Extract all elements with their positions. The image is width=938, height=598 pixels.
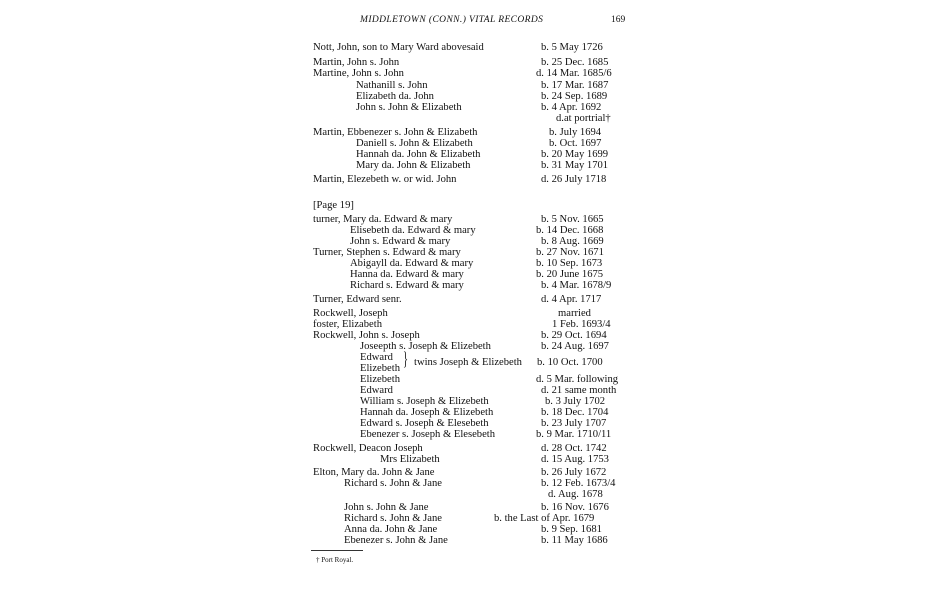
entry-date: d. 15 Aug. 1753 — [541, 454, 609, 465]
entry-date: b. the Last of Apr. 1679 — [494, 513, 595, 524]
entry-date: d. 28 Oct. 1742 — [541, 443, 607, 454]
entry-name: Turner, Stephen s. Edward & mary — [313, 247, 461, 258]
entry-date: b. 27 Nov. 1671 — [536, 247, 604, 258]
entry-date: b. 16 Nov. 1676 — [541, 502, 609, 513]
entry-date: d. 14 Mar. 1685/6 — [536, 68, 612, 79]
entry-name: Edward — [360, 385, 393, 396]
entry-date: b. 18 Dec. 1704 — [541, 407, 609, 418]
entry-date: b. 4 Apr. 1692 — [541, 102, 602, 113]
entry-name: Elton, Mary da. John & Jane — [313, 467, 435, 478]
entry-name: Mary da. John & Elizabeth — [356, 160, 471, 171]
entry-date: b. 20 June 1675 — [536, 269, 604, 280]
entry-date: b. 4 Mar. 1678/9 — [541, 280, 612, 291]
entry-date: b. 3 July 1702 — [545, 396, 606, 407]
page-header-title: MIDDLETOWN (CONN.) VITAL RECORDS — [360, 15, 544, 25]
entry-name: Martin, Ebbenezer s. John & Elizabeth — [313, 127, 478, 138]
entry-date: d. 26 July 1718 — [541, 174, 607, 185]
entry-name: Martin, John s. John — [313, 57, 400, 68]
entry-name: Daniell s. John & Elizabeth — [356, 138, 473, 149]
entry-date: d. 5 Mar. following — [536, 374, 619, 385]
entry-date: b. 9 Sep. 1681 — [541, 524, 602, 535]
entry-name: Anna da. John & Jane — [344, 524, 438, 535]
entry-date: b. 11 May 1686 — [541, 535, 608, 546]
entry-name: Richard s. John & Jane — [344, 478, 442, 489]
entry-name: Nathanill s. John — [356, 80, 428, 91]
entry-date: b. 9 Mar. 1710/11 — [536, 429, 612, 440]
entry-date: b. 10 Oct. 1700 — [537, 357, 603, 368]
entry-name: Abigayll da. Edward & mary — [350, 258, 474, 269]
entry-date: b. 24 Aug. 1697 — [541, 341, 609, 352]
entry-date: d. 21 same month — [541, 385, 617, 396]
entry-name: Edward s. Joseph & Elesebeth — [360, 418, 489, 429]
entry-name: foster, Elizabeth — [313, 319, 382, 330]
footnote: † Port Royal. — [316, 556, 354, 564]
entry-date: b. 5 Nov. 1665 — [541, 214, 604, 225]
entry-name: John s. John & Elizabeth — [356, 102, 462, 113]
entry-date: d. Aug. 1678 — [548, 489, 603, 500]
entry-name: Martin, Elezebeth w. or wid. John — [313, 174, 457, 185]
page-number: 169 — [611, 15, 626, 25]
entry-name: John s. John & Jane — [344, 502, 429, 513]
entry-name: Joseepth s. Joseph & Elizebeth — [360, 341, 491, 352]
entry-date: b. 24 Sep. 1689 — [541, 91, 608, 102]
entry-date: b. 10 Sep. 1673 — [536, 258, 603, 269]
entry-date: b. 20 May 1699 — [541, 149, 609, 160]
entry-name: Ebenezer s. Joseph & Elesebeth — [360, 429, 496, 440]
entry-name: Martine, John s. John — [313, 68, 404, 79]
entry-date: b. 26 July 1672 — [541, 467, 607, 478]
entry-name: Richard s. John & Jane — [344, 513, 442, 524]
entry-name: Mrs Elizabeth — [380, 454, 440, 465]
entry-date: b. Oct. 1697 — [549, 138, 602, 149]
entry-date: b. 14 Dec. 1668 — [536, 225, 604, 236]
entry-date: b. 12 Feb. 1673/4 — [541, 478, 616, 489]
entry-date: b. 23 July 1707 — [541, 418, 607, 429]
entry-date: b. 29 Oct. 1694 — [541, 330, 607, 341]
entry-name: Rockwell, Joseph — [313, 308, 388, 319]
entry-date: b. 5 May 1726 — [541, 42, 603, 53]
entry-name: Hanna da. Edward & mary — [350, 269, 464, 280]
entry-date: b. 31 May 1701 — [541, 160, 609, 171]
entry-name: Richard s. Edward & mary — [350, 280, 464, 291]
entry-name: Elizabeth da. John — [356, 91, 434, 102]
entry-name: Rockwell, Deacon Joseph — [313, 443, 423, 454]
entry-name: turner, Mary da. Edward & mary — [313, 214, 453, 225]
entry-date: d. 4 Apr. 1717 — [541, 294, 602, 305]
entry-name: Hannah da. Joseph & Elizebeth — [360, 407, 494, 418]
entry-date: b. July 1694 — [549, 127, 602, 138]
entry-date: b. 25 Dec. 1685 — [541, 57, 609, 68]
entry-name: Turner, Edward senr. — [313, 294, 402, 305]
entry-name: William s. Joseph & Elizebeth — [360, 396, 489, 407]
entry-name: Elizebeth — [360, 374, 401, 385]
entry-name: Ebenezer s. John & Jane — [344, 535, 448, 546]
entry-name: Elizebeth — [360, 363, 401, 374]
brace-mark: } — [403, 349, 409, 370]
page-marker: [Page 19] — [313, 200, 354, 211]
entry-name: Rockwell, John s. Joseph — [313, 330, 420, 341]
entry-date: b. 8 Aug. 1669 — [541, 236, 604, 247]
entry-name: Edward — [360, 352, 393, 363]
entry-name: Nott, John, son to Mary Ward abovesaid — [313, 42, 484, 53]
entry-name: Hannah da. John & Elizabeth — [356, 149, 481, 160]
entry-name: twins Joseph & Elizebeth — [414, 357, 522, 368]
footnote-rule — [311, 550, 363, 551]
entry-name: John s. Edward & mary — [350, 236, 451, 247]
entry-date: b. 17 Mar. 1687 — [541, 80, 609, 91]
entry-name: Elisebeth da. Edward & mary — [350, 225, 476, 236]
entry-date: married — [558, 308, 591, 319]
entry-date: 1 Feb. 1693/4 — [552, 319, 611, 330]
entry-date: d.at portrial† — [556, 113, 611, 124]
